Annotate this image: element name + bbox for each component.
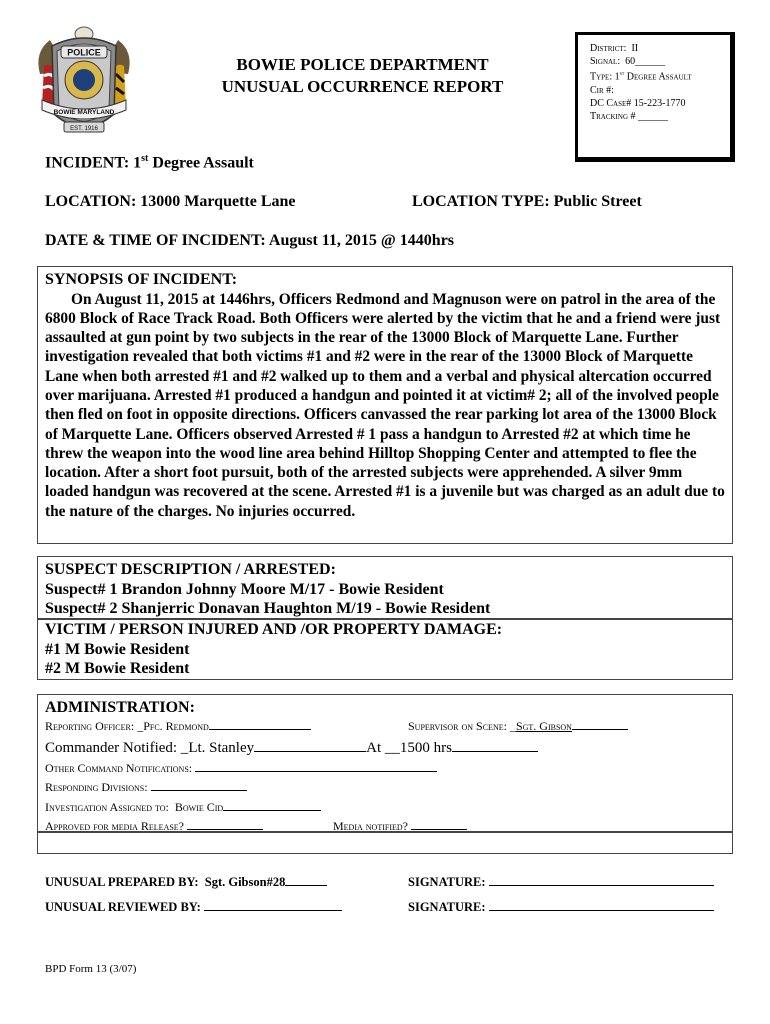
victim-box [37, 619, 733, 680]
victim-item: #1 M Bowie Resident [45, 640, 190, 658]
suspect-item: Suspect# 1 Brandon Johnny Moore M/17 - Bowie Resident [45, 580, 444, 598]
date-time-line: DATE & TIME OF INCIDENT: August 11, 2015 @ 1440hrs [45, 232, 455, 249]
suspect-box [37, 556, 733, 619]
commander-row: Commander Notified: _Lt. Stanley At __1500 hrs [45, 737, 732, 759]
suspect-heading: SUSPECT DESCRIPTION / ARRESTED: [45, 561, 336, 578]
other-notifications-row: Other Command Notifications: [45, 759, 732, 779]
reviewed-by-row[interactable]: UNUSUAL REVIEWED BY: [45, 898, 342, 915]
logo-bottom-text: EST. 1916 [70, 126, 98, 132]
form-number: BPD Form 13 (3/07) [45, 963, 137, 975]
reporting-officer-row: Reporting Officer: _Pfc. Redmond Supervisor on Scene: _Sgt. Gibson [45, 717, 732, 737]
bowie-police-badge-icon [30, 22, 138, 142]
type-row: Type: 1st Degree Assault [590, 71, 692, 83]
victim-item: #2 M Bowie Resident [45, 660, 190, 677]
location-line: LOCATION: 13000 Marquette Lane [45, 193, 296, 210]
synopsis-box [37, 266, 733, 544]
district-row: District: II [590, 43, 639, 54]
prepared-by-row: UNUSUAL PREPARED BY: Sgt. Gibson#28 [45, 873, 327, 890]
reporting-officer-value: Pfc. Redmond [143, 719, 209, 733]
supervisor-field: Supervisor on Scene: _Sgt. Gibson [408, 717, 628, 737]
admin-heading: ADMINISTRATION: [45, 699, 195, 716]
synopsis-heading: SYNOPSIS OF INCIDENT: [45, 271, 238, 288]
media-notified-field: Media notified? [333, 817, 467, 837]
location-type-line: LOCATION TYPE: Public Street [412, 193, 642, 210]
synopsis-text: On August 11, 2015 at 1446hrs, Officers Redmond and Magnuson were on patrol in the area of the 6800 Block of Race Track Road. Both Officers were alerted by the victim that he and a friend were just assaulted at gun point by two subjects in the rear of the 13000 Block of Marquette Lane. Further investigation revealed that both victims #1 and #2 were in the rear of the 13000 Block of Marquette Lane when both arrested #1 and #2 walked up to them and a verbal and physical altercation occurred over marijuana. Arrested #1 produced a handgun and pointed it at victim# 2; all of the involved people then fled on foot in opposite directions. Officers canvassed the rear parking lot area of the 13000 Block of Marquette Lane. Officers observed Arrested # 1 pass a handgun to Arrested #2 at which time he threw the weapon into the wood line area behind Hilltop Shopping Center and attempted to flee the location. After a short foot pursuit, both of the arrested subjects were apprehended. A silver 9mm loaded handgun was recovered at the scene. Arrested #1 is a juvenile but was charged as an adult due to the nature of the charges. No injuries occurred. [45, 290, 725, 520]
case-info-box [575, 32, 735, 162]
empty-row-box [37, 832, 733, 854]
media-row: Approved for media Release? Media notified? [45, 817, 732, 837]
responding-divisions-row: Responding Divisions: [45, 778, 732, 798]
suspect-item: Suspect# 2 Shanjerric Donavan Haughton M/19 - Bowie Resident [45, 600, 491, 617]
department-name: BOWIE POLICE DEPARTMENT [236, 55, 489, 74]
administration-box [37, 694, 733, 832]
signature-field-1[interactable]: SIGNATURE: [408, 873, 714, 890]
signature-field-2[interactable]: SIGNATURE: [408, 898, 714, 915]
report-title: UNUSUAL OCCURRENCE REPORT [221, 77, 504, 96]
investigation-row: Investigation Assigned to: Bowie Cid [45, 798, 732, 818]
logo-top-text: POLICE [67, 47, 101, 58]
dc-case-row: DC Case# 15-223-1770 [590, 98, 686, 110]
cir-row: Cir #: [590, 84, 614, 96]
incident-line: INCIDENT: 1st Degree Assault [45, 153, 254, 172]
victim-heading: VICTIM / PERSON INJURED AND /OR PROPERTY DAMAGE: [45, 621, 503, 638]
tracking-row: Tracking # ______ [590, 111, 668, 123]
signal-row: Signal: 60______ [590, 56, 666, 68]
logo-ribbon-text: BOWIE MARYLAND [53, 109, 115, 116]
